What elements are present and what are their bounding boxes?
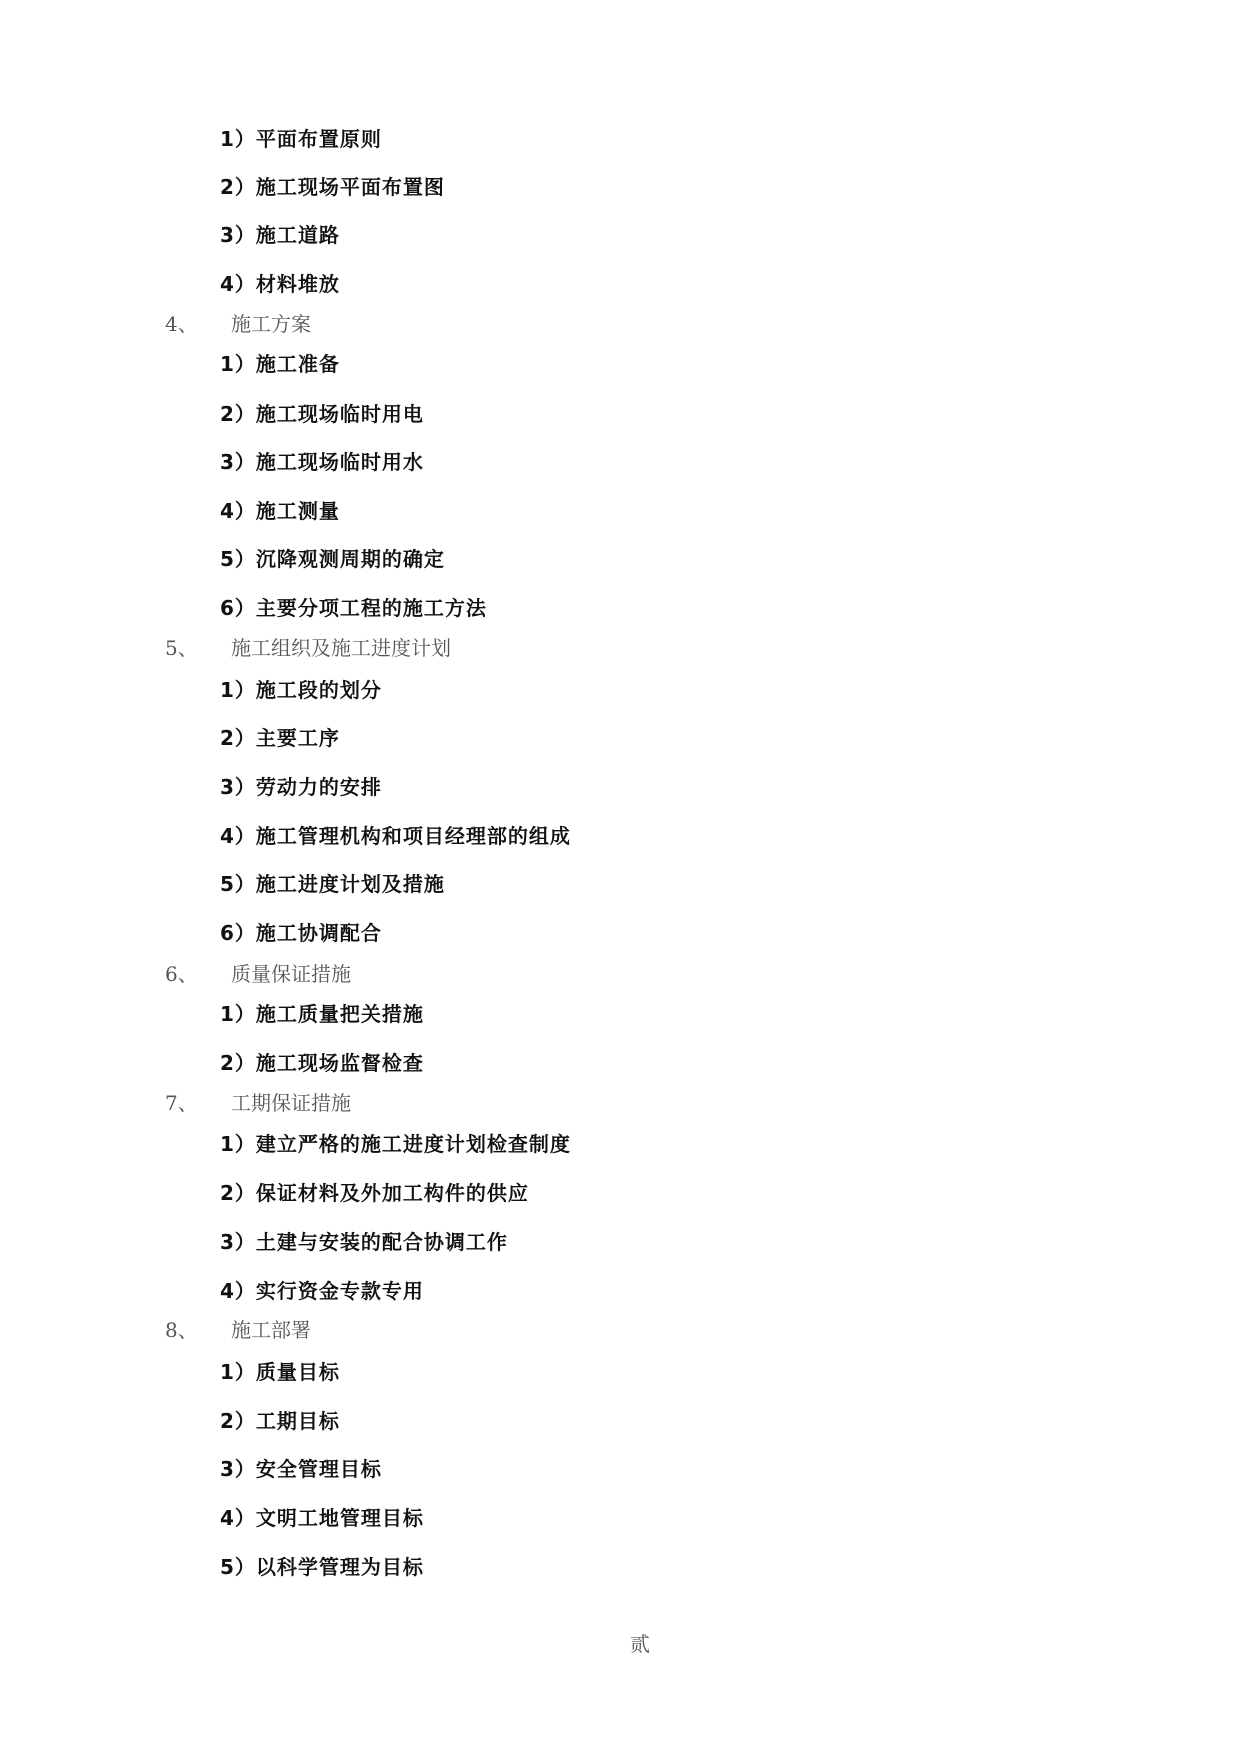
list-item: 4）施工测量	[220, 499, 340, 523]
section-title: 质量保证措施	[231, 962, 351, 986]
section-title: 施工方案	[231, 312, 311, 336]
list-item: 1）质量目标	[220, 1360, 340, 1384]
section-number: 4、	[165, 312, 198, 336]
section-number: 5、	[165, 636, 198, 660]
page-number: 贰	[630, 1632, 650, 1656]
section-heading	[165, 636, 451, 660]
list-item: 2）保证材料及外加工构件的供应	[220, 1181, 529, 1205]
list-item: 5）以科学管理为目标	[220, 1555, 424, 1579]
list-item: 4）实行资金专款专用	[220, 1279, 424, 1303]
section-heading	[165, 1091, 351, 1115]
list-item: 1）施工段的划分	[220, 678, 382, 702]
section-number: 8、	[165, 1318, 198, 1342]
list-item: 1）施工质量把关措施	[220, 1002, 424, 1026]
section-heading	[165, 962, 351, 986]
list-item: 3）施工现场临时用水	[220, 450, 424, 474]
section-heading	[165, 1318, 311, 1342]
list-item: 6）施工协调配合	[220, 921, 382, 945]
list-item: 5）施工进度计划及措施	[220, 872, 445, 896]
list-item: 2）施工现场平面布置图	[220, 175, 445, 199]
section-title: 工期保证措施	[231, 1091, 351, 1115]
section-title: 施工部署	[231, 1318, 311, 1342]
list-item: 1）平面布置原则	[220, 127, 382, 151]
list-item: 2）主要工序	[220, 726, 340, 750]
section-heading	[165, 312, 311, 336]
list-item: 1）施工准备	[220, 352, 340, 376]
list-item: 4）施工管理机构和项目经理部的组成	[220, 824, 571, 848]
list-item: 2）工期目标	[220, 1409, 340, 1433]
list-item: 4）文明工地管理目标	[220, 1506, 424, 1530]
list-item: 5）沉降观测周期的确定	[220, 547, 445, 571]
list-item: 3）施工道路	[220, 223, 340, 247]
list-item: 4）材料堆放	[220, 272, 340, 296]
list-item: 1）建立严格的施工进度计划检查制度	[220, 1132, 571, 1156]
section-number: 6、	[165, 962, 198, 986]
list-item: 6）主要分项工程的施工方法	[220, 596, 487, 620]
list-item: 2）施工现场监督检查	[220, 1051, 424, 1075]
list-item: 3）安全管理目标	[220, 1457, 382, 1481]
section-number: 7、	[165, 1091, 198, 1115]
list-item: 3）土建与安装的配合协调工作	[220, 1230, 508, 1254]
section-title: 施工组织及施工进度计划	[231, 636, 451, 660]
list-item: 2）施工现场临时用电	[220, 402, 424, 426]
list-item: 3）劳动力的安排	[220, 775, 382, 799]
